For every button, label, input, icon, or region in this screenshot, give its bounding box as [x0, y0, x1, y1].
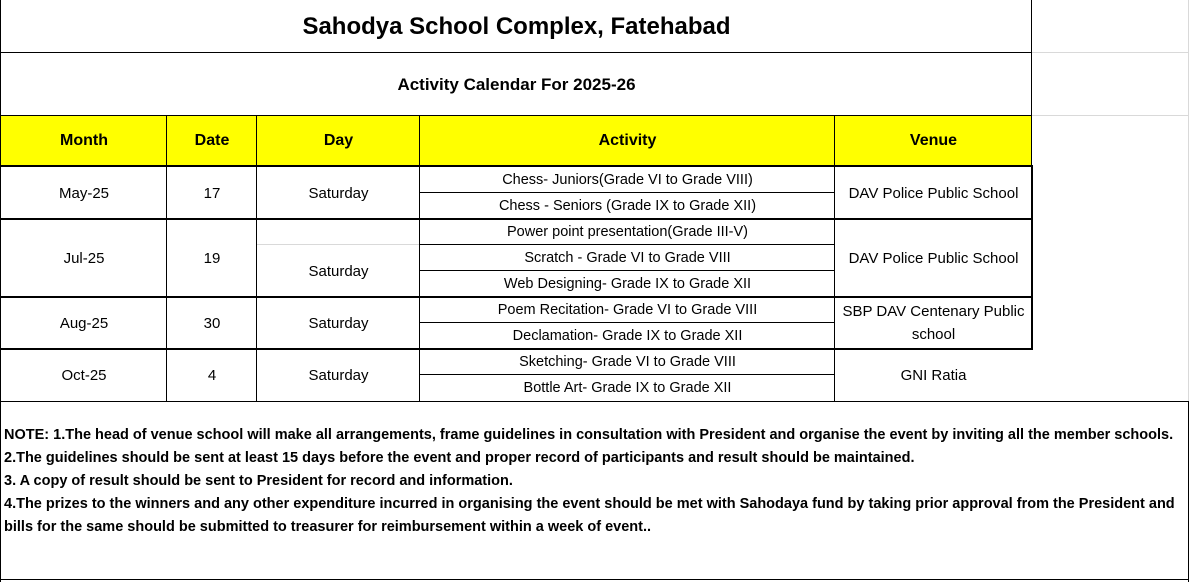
- row2-date: 19: [203, 249, 221, 267]
- row3-date: 30: [203, 314, 221, 332]
- header-activity: Activity: [420, 116, 835, 166]
- border-act-r1: [419, 192, 835, 193]
- notes-border-top: [0, 401, 1189, 402]
- row2-activity-3: Web Designing- Grade IX to Grade XII: [503, 276, 752, 292]
- row2-activity-1: Power point presentation(Grade III-V): [507, 224, 748, 240]
- header-venue: Venue: [835, 116, 1032, 166]
- empty-grid-column: [1032, 0, 1189, 402]
- header-date: Date: [167, 116, 257, 166]
- note-2: 2.The guidelines should be sent at least 15 days before the event and proper record of participants and result should be maintained.: [4, 450, 915, 466]
- row1-activity-2: Chess - Seniors (Grade IX to Grade XII): [498, 198, 757, 214]
- border-act-r4: [419, 374, 835, 375]
- border-col-month: [166, 116, 167, 402]
- border-subtitle-bottom: [0, 115, 1032, 116]
- row4-month: Oct-25: [61, 366, 107, 384]
- row3-activity-2: Declamation- Grade IX to Grade XII: [512, 328, 743, 344]
- note-4: 4.The prizes to the winners and any other expenditure incurred in organising the event should be met with Sahodaya fund by taking prior approval from the President and bills for the same should be submitted to treasurer for reimbursement within a week of event..: [4, 496, 1175, 535]
- notes-border-bottom: [0, 579, 1189, 580]
- row4-activity-2: Bottle Art- Grade IX to Grade XII: [523, 380, 732, 396]
- sheet-subtitle: Activity Calendar For 2025-26: [397, 74, 636, 94]
- border-row2-bottom: [0, 296, 1033, 298]
- border-left: [0, 0, 1, 402]
- grid-day-r2: [257, 244, 419, 245]
- sheet-title: Sahodya School Complex, Fatehabad: [302, 13, 731, 40]
- border-right-top: [1031, 0, 1032, 167]
- row2-venue: DAV Police Public School: [848, 249, 1019, 267]
- border-col-day: [419, 116, 420, 402]
- border-header-bottom: [0, 165, 1033, 167]
- row2-month: Jul-25: [63, 249, 105, 267]
- border-row1-bottom: [0, 218, 1033, 220]
- row1-day: Saturday: [308, 184, 369, 202]
- border-row3-bottom: [0, 348, 1033, 350]
- border-col-activity: [834, 116, 835, 402]
- border-act-r2a: [419, 244, 835, 245]
- border-title-bottom: [0, 52, 1032, 53]
- note-1: NOTE: 1.The head of venue school will make all arrangements, frame guidelines in consultation with President and organise the event by inviting all the member schools.: [4, 427, 1174, 443]
- note-3: 3. A copy of result should be sent to President for record and information.: [4, 473, 513, 489]
- row2-activity-2: Scratch - Grade VI to Grade VIII: [524, 250, 731, 266]
- border-act-r2b: [419, 270, 835, 271]
- row1-venue: DAV Police Public School: [848, 184, 1019, 202]
- row4-day: Saturday: [308, 366, 369, 384]
- row3-day: Saturday: [308, 314, 369, 332]
- row4-activity-1: Sketching- Grade VI to Grade VIII: [519, 354, 736, 370]
- row3-month: Aug-25: [59, 314, 109, 332]
- header-day: Day: [257, 116, 420, 166]
- notes-border-left: [0, 401, 1, 582]
- row1-date: 17: [203, 184, 221, 202]
- row2-day: Saturday: [308, 262, 369, 280]
- row4-date: 4: [207, 366, 217, 384]
- header-month: Month: [1, 116, 167, 166]
- border-act-r3: [419, 322, 835, 323]
- row1-activity-1: Chess- Juniors(Grade VI to Grade VIII): [502, 172, 753, 188]
- notes-block: [4, 424, 1184, 539]
- border-col-date: [256, 116, 257, 402]
- row1-month: May-25: [58, 184, 110, 202]
- border-right-body: [1031, 167, 1033, 349]
- row3-activity-1: Poem Recitation- Grade VI to Grade VIII: [497, 302, 758, 318]
- row4-venue: GNI Ratia: [900, 366, 967, 384]
- row3-venue: SBP DAV Centenary Public school: [842, 303, 1025, 343]
